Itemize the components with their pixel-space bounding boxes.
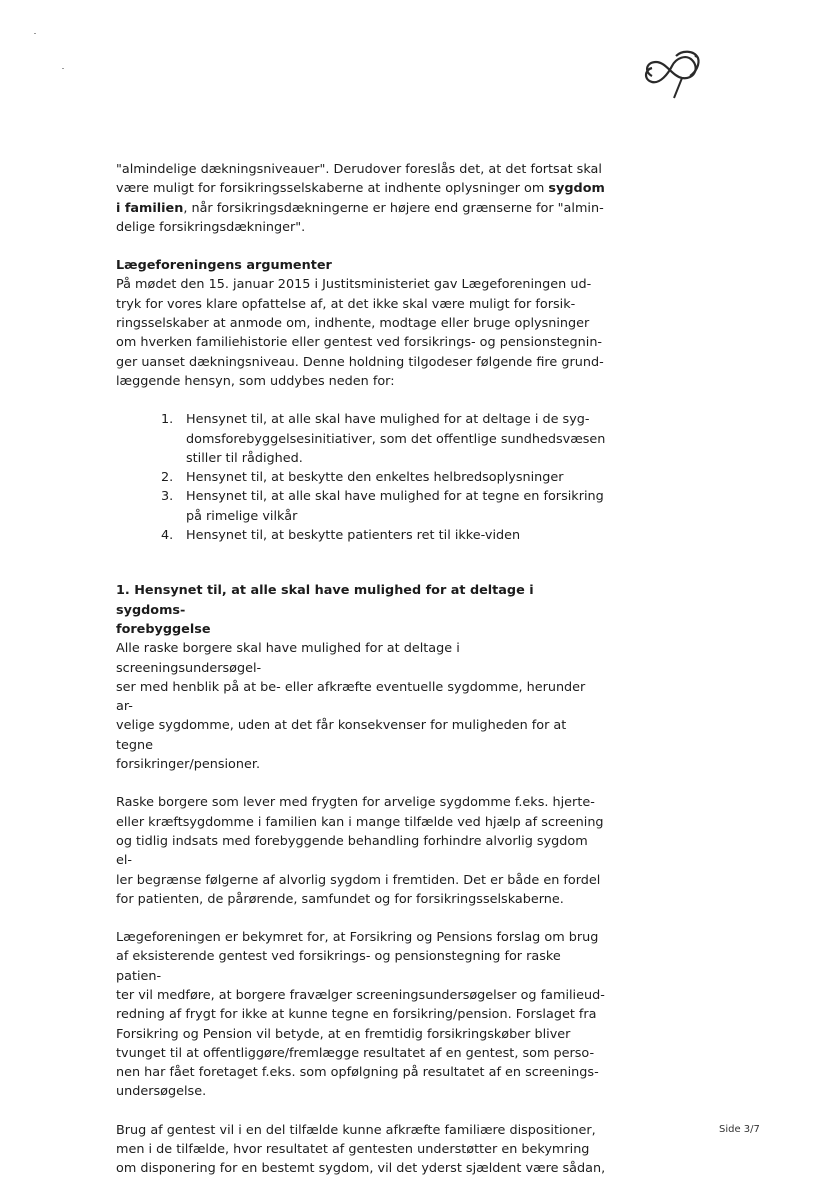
page-number: Side 3/7	[719, 1124, 760, 1135]
scan-speck	[34, 33, 36, 34]
section-1-paragraph-2: Raske borgere som lever med frygten for arvelige sygdomme f.eks. hjerte- eller kræftsygdomme i familien kan i mange tilfælde ved hjælp af screening og tidlig indsats med forebyggende behandling forhindre alvorlig sygdom el- ler begrænse følgerne af alvorlig sygdom i fremtiden. Det er både en fordel for patienten, de pårørende, samfundet og for forsikringsselskaberne.	[116, 795, 604, 907]
list-item: 2. Hensynet til, at beskytte den enkeltes helbredsoplysninger	[161, 470, 564, 486]
serpent-staff-icon	[638, 42, 704, 102]
section-1-paragraph-1: Alle raske borgere skal have mulighed for at deltage i screeningsundersøgel- ser med henblik på at be- eller afkræfte eventuelle sygdomme, herunder ar- velige sygdomme, uden at det får konsekvenser for muligheden for at tegne forsikringer/pensioner.	[116, 641, 586, 773]
argumenter-heading: Lægeforeningens argumenter	[116, 258, 332, 274]
letter-body	[116, 160, 606, 1179]
scan-speck	[62, 68, 64, 69]
section-1-heading: 1. Hensynet til, at alle skal have mulighed for at deltage i sygdoms- forebyggelse	[116, 583, 534, 637]
intro-paragraph: "almindelige dækningsniveauer". Derudover foreslås det, at det fortsat skal være muligt for forsikringsselskaberne at indhente oplysninger om sygdom i familien, når forsikringsdækningerne er højere end grænserne for "almin- delige forsikringsdækninger".	[116, 162, 605, 235]
list-item: 3. Hensynet til, at alle skal have mulighed for at tegne en forsikring på rimelige vilkår	[161, 489, 604, 524]
list-item: 1. Hensynet til, at alle skal have mulighed for at deltage i de syg- domsforebyggelsesinitiativer, som det offentlige sundhedsvæsen stiller til rådighed.	[161, 412, 606, 466]
section-1-paragraph-4: Brug af gentest vil i en del tilfælde kunne afkræfte familiære dispositioner, men i de tilfælde, hvor resultatet af gentesten understøtter en bekymring om disponering for en bestemt sygdom, vil det yderst sjældent være sådan,	[116, 1122, 606, 1177]
argumenter-paragraph: På mødet den 15. januar 2015 i Justitsministeriet gav Lægeforeningen ud- tryk for vores klare opfattelse af, at det ikke skal være muligt for forsik- ringsselskaber at anmode om, indhente, modtage eller bruge oplysninger om hverken familiehistorie eller gentest ved forsikrings- og pensionstegnin- ger uanset dækningsniveau. Denne holdning tilgodeser følgende fire grund- læggende hensyn, som uddybes neden for:	[116, 277, 604, 389]
list-item: 4. Hensynet til, at beskytte patienters ret til ikke-viden	[161, 528, 521, 544]
section-1-paragraph-3: Lægeforeningen er bekymret for, at Forsikring og Pensions forslag om brug af eksisterende gentest ved forsikrings- og pensionstegning for raske patien- ter vil medføre, at borgere fravælger screeningsundersøgelser og familieud- redning af frygt for ikke at kunne tegne en forsikring/pension. Forslaget fra Forsikring og Pension vil betyde, at en fremtidig forsikringskøber bliver tvunget til at offentliggøre/fremlægge resultatet af en gentest, som perso- nen har fået foretaget f.eks. som opfølgning på resultatet af en screenings- undersøgelse.	[116, 930, 605, 1100]
hensyn-list	[116, 410, 606, 545]
